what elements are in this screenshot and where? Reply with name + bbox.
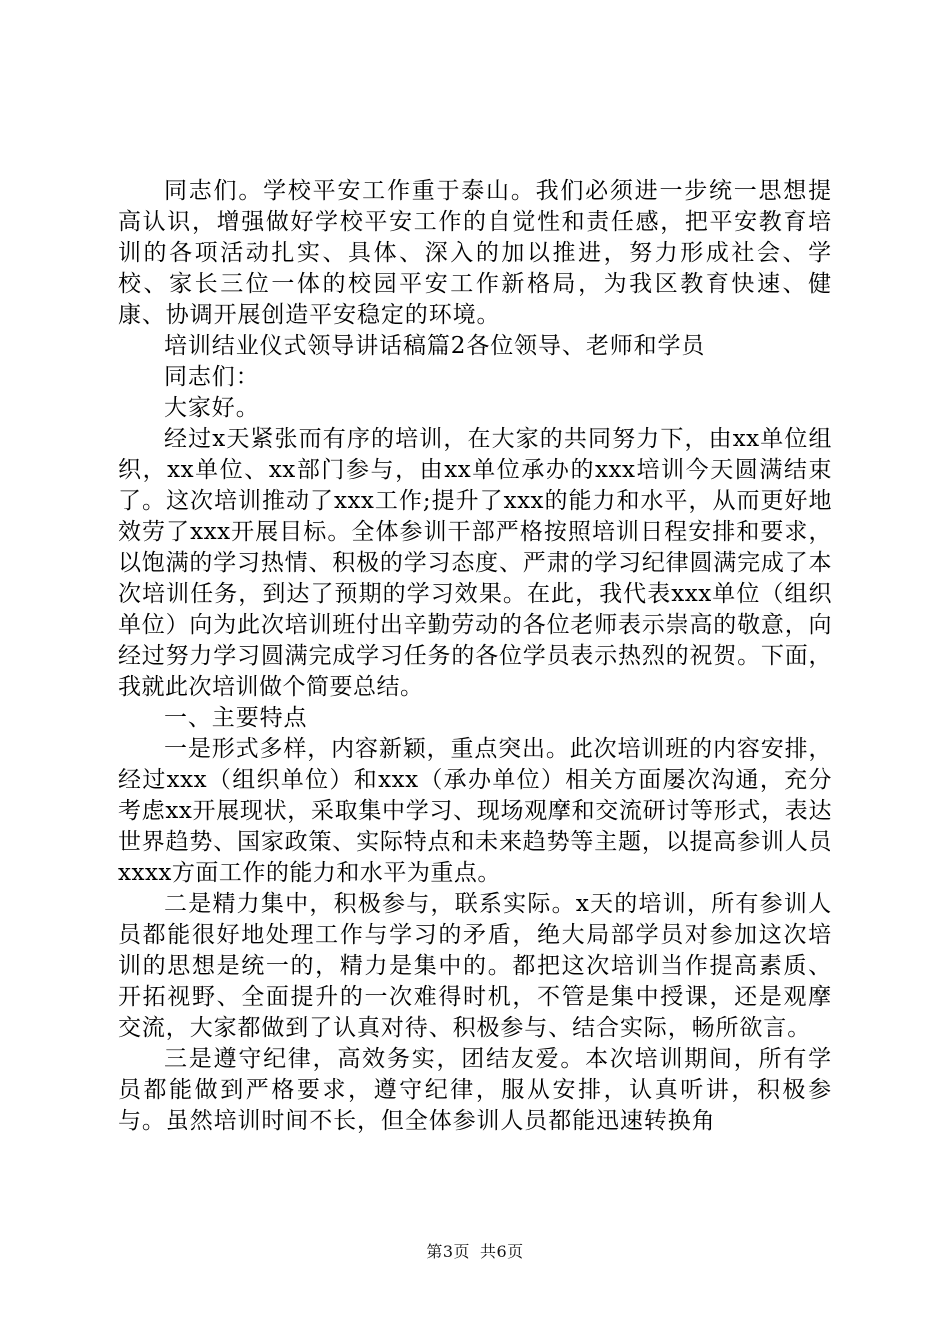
page-total: 共6页 [480,1242,524,1261]
salutation: 同志们： [164,364,260,390]
document-body [118,176,832,1137]
body-paragraph: 同志们。学校平安工作重于泰山。我们必须进一步统一思想提高认识，增强做好学校平安工作的自觉性和责任感，把平安教育培训的各项活动扎实、具体、深入的加以推进，努力形成社会、学校、家长三位一体的校园平安工作新格局，为我区教育快速、健康、协调开展创造平安稳定的环境。 [118,178,832,328]
body-paragraph: 一是形式多样，内容新颖，重点突出。此次培训班的内容安排，经过xxx（组织单位）和xxx（承办单位）相关方面屡次沟通，充分考虑xx开展现状，采取集中学习、现场观摩和交流研讨等形式，表达世界趋势、国家政策、实际特点和未来趋势等主题，以提高参训人员xxxx方面工作的能力和水平为重点。 [118,736,832,886]
page-footer [0,1242,950,1262]
greeting: 大家好。 [164,395,260,421]
section-title: 培训结业仪式领导讲话稿篇2各位领导、老师和学员 [164,333,706,359]
page-number: 第3页 [426,1242,470,1261]
body-paragraph: 三是遵守纪律，高效务实，团结友爱。本次培训期间，所有学员都能做到严格要求，遵守纪律，服从安排，认真听讲，积极参与。虽然培训时间不长，但全体参训人员都能迅速转换角 [118,1046,832,1134]
body-paragraph: 经过x天紧张而有序的培训，在大家的共同努力下，由xx单位组织，xx单位、xx部门参与，由xx单位承办的xxx培训今天圆满结束了。这次培训推动了xxx工作;提升了xxx的能力和水平，从而更好地效劳了xxx开展目标。全体参训干部严格按照培训日程安排和要求，以饱满的学习热情、积极的学习态度、严肃的学习纪律圆满完成了本次培训任务，到达了预期的学习效果。在此，我代表xxx单位（组织单位）向为此次培训班付出辛勤劳动的各位老师表示崇高的敬意，向经过努力学习圆满完成学习任务的各位学员表示热烈的祝贺。下面，我就此次培训做个简要总结。 [118,426,832,700]
body-paragraph: 二是精力集中，积极参与，联系实际。x天的培训，所有参训人员都能很好地处理工作与学习的矛盾，绝大局部学员对参加这次培训的思想是统一的，精力是集中的。都把这次培训当作提高素质、开拓视野、全面提升的一次难得时机，不管是集中授课，还是观摩交流，大家都做到了认真对待、积极参与、结合实际，畅所欲言。 [118,891,832,1041]
section-heading: 一、主要特点 [164,705,308,731]
